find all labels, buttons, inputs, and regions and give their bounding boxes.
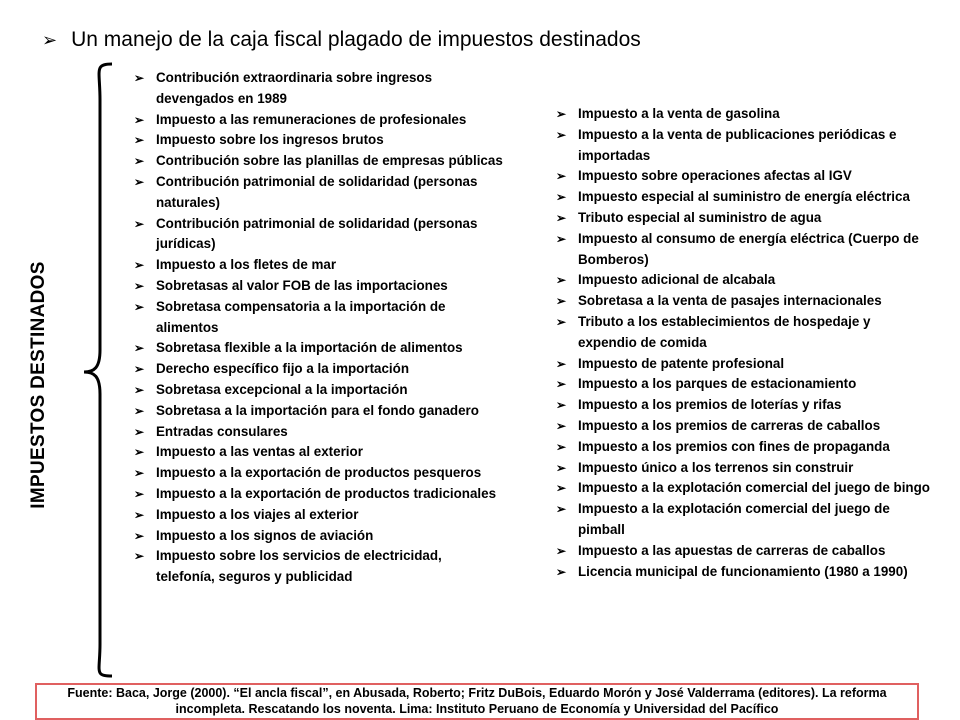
list-item-text: Impuesto a los premios de loterías y rifas: [578, 397, 842, 413]
list-item-text: Impuesto de patente profesional: [578, 355, 785, 371]
list-item: [556, 499, 932, 541]
list-item-text: Contribución patrimonial de solidaridad (personas jurídicas): [156, 215, 478, 252]
list-item-text: Sobretasa a la venta de pasajes internacionales: [578, 293, 882, 309]
list-item: [134, 151, 504, 172]
arrow-bullet-icon: ➢: [134, 362, 145, 377]
list-item: [134, 110, 504, 131]
arrow-bullet-icon: ➢: [556, 502, 567, 517]
arrow-bullet-icon: ➢: [556, 377, 567, 392]
list-item: [134, 401, 504, 422]
arrow-bullet-icon: ➢: [134, 403, 145, 418]
arrow-bullet-icon: ➢: [556, 169, 567, 184]
list-item-text: Impuesto a las apuestas de carreras de caballos: [578, 542, 886, 558]
list-item: [556, 270, 932, 291]
list-item-text: Impuesto a los premios de carreras de caballos: [578, 417, 881, 433]
list-item-text: Impuesto especial al suministro de energía eléctrica: [578, 189, 910, 205]
list-item-text: Derecho específico fijo a la importación: [156, 361, 410, 377]
arrow-bullet-icon: ➢: [556, 294, 567, 309]
list-item-text: Sobretasa excepcional a la importación: [156, 381, 408, 397]
list-item-text: Impuesto a la explotación comercial del juego de bingo: [578, 480, 930, 496]
list-item-text: Impuesto a los premios con fines de propaganda: [578, 438, 890, 454]
list-item: [556, 354, 932, 375]
list-item-text: Impuesto a los signos de aviación: [156, 527, 374, 543]
list-item: [134, 255, 504, 276]
list-item: [134, 526, 504, 547]
arrow-bullet-icon: ➢: [134, 133, 145, 148]
list-item-text: Impuesto a la explotación comercial del juego de pimball: [578, 501, 890, 537]
arrow-bullet-icon: ➢: [134, 507, 145, 522]
arrow-bullet-icon: ➢: [556, 398, 567, 413]
source-citation: Fuente: Baca, Jorge (2000). “El ancla fiscal”, en Abusada, Roberto; Fritz DuBois, Eduardo Morón y José Valderrama (editores). La reforma incompleta. Rescatando los noventa. Lima: Instituto Peruano de Economía y Universidad del Pacífico: [35, 683, 919, 720]
arrow-bullet-icon: ➢: [556, 543, 567, 558]
list-item-text: Impuesto sobre los ingresos brutos: [156, 132, 384, 148]
arrow-bullet-icon: ➢: [556, 439, 567, 454]
list-item-text: Impuesto a los parques de estacionamiento: [578, 376, 857, 392]
slide-title: [42, 28, 641, 52]
list-item-text: Licencia municipal de funcionamiento (1980 a 1990): [578, 563, 908, 579]
list-item-text: Impuesto a los fletes de mar: [156, 257, 337, 273]
arrow-bullet-icon: ➢: [556, 314, 567, 329]
list-item: [134, 172, 504, 214]
list-item-text: Impuesto a la exportación de productos tradicionales: [156, 485, 497, 501]
list-item: [556, 166, 932, 187]
list-item: [134, 338, 504, 359]
arrow-bullet-icon: ➢: [134, 258, 145, 273]
arrow-bullet-icon: ➢: [134, 154, 145, 169]
list-item: [556, 125, 932, 167]
arrow-bullet-icon: ➢: [134, 486, 145, 501]
list-item: [556, 291, 932, 312]
curly-brace-icon: [78, 60, 118, 680]
list-item: [556, 208, 932, 229]
list-item: [556, 541, 932, 562]
list-item-text: Impuesto a la venta de gasolina: [578, 106, 780, 121]
list-item-text: Impuesto a la exportación de productos pesqueros: [156, 465, 482, 481]
list-item: [556, 458, 932, 479]
list-item: [556, 104, 932, 125]
arrow-bullet-icon: ➢: [134, 424, 145, 439]
arrow-bullet-icon: ➢: [556, 481, 567, 496]
list-item: [556, 312, 932, 354]
arrow-bullet-icon: ➢: [134, 216, 145, 231]
arrow-bullet-icon: ➢: [134, 466, 145, 481]
left-tax-list: [134, 68, 504, 588]
arrow-bullet-icon: ➢: [556, 190, 567, 205]
list-item: [556, 374, 932, 395]
arrow-bullet-icon: ➢: [134, 382, 145, 397]
list-item-text: Impuesto al consumo de energía eléctrica (Cuerpo de Bomberos): [578, 230, 919, 267]
list-item: [134, 130, 504, 151]
list-item-text: Impuesto a los viajes al exterior: [156, 506, 359, 522]
list-item: [134, 422, 504, 443]
impuestos-destinados-label: IMPUESTOS DESTINADOS: [28, 261, 49, 509]
arrow-bullet-icon: ➢: [134, 445, 145, 460]
arrow-bullet-icon: ➢: [556, 231, 567, 246]
list-item: [134, 442, 504, 463]
list-item-text: Sobretasa compensatoria a la importación de alimentos: [156, 298, 446, 335]
list-item: [556, 187, 932, 208]
list-item-text: Contribución patrimonial de solidaridad (personas naturales): [156, 173, 478, 210]
list-item: [134, 380, 504, 401]
list-item-text: Impuesto a las ventas al exterior: [156, 444, 363, 460]
arrow-bullet-icon: ➢: [134, 299, 145, 314]
arrow-bullet-icon: ➢: [134, 112, 145, 127]
right-tax-list: [556, 104, 932, 582]
list-item-text: Impuesto a la venta de publicaciones periódicas e importadas: [578, 126, 897, 163]
arrow-bullet-icon: ➢: [134, 341, 145, 356]
arrow-bullet-icon: ➢: [134, 278, 145, 293]
arrow-bullet-icon: ➢: [556, 418, 567, 433]
list-item-text: Impuesto a las remuneraciones de profesionales: [156, 111, 467, 127]
list-item-text: Impuesto sobre los servicios de electricidad, telefonía, seguros y publicidad: [156, 548, 442, 585]
arrow-bullet-icon: ➢: [134, 71, 145, 85]
arrow-bullet-icon: ➢: [556, 210, 567, 225]
slide-title-text: Un manejo de la caja fiscal plagado de impuestos destinados: [71, 28, 641, 51]
arrow-bullet-icon: ➢: [134, 528, 145, 543]
list-item-text: Impuesto sobre operaciones afectas al IGV: [578, 168, 852, 184]
list-item-text: Tributo especial al suministro de agua: [578, 209, 822, 225]
arrow-bullet-icon: ➢: [42, 29, 58, 50]
list-item: [134, 359, 504, 380]
list-item: [556, 229, 932, 271]
list-item: [556, 416, 932, 437]
list-item-text: Sobretasa flexible a la importación de alimentos: [156, 340, 463, 356]
list-item-text: Entradas consulares: [156, 423, 288, 439]
list-item: [134, 463, 504, 484]
list-item: [556, 478, 932, 499]
arrow-bullet-icon: ➢: [556, 356, 567, 371]
list-item: [556, 437, 932, 458]
list-item: [134, 68, 504, 110]
list-item: [134, 505, 504, 526]
list-item-text: Contribución sobre las planillas de empresas públicas: [156, 153, 503, 169]
arrow-bullet-icon: ➢: [134, 549, 145, 564]
list-item-text: Impuesto único a los terrenos sin construir: [578, 459, 854, 475]
list-item: [134, 214, 504, 256]
list-item-text: Impuesto adicional de alcabala: [578, 272, 776, 288]
arrow-bullet-icon: ➢: [556, 127, 567, 142]
list-item: [134, 276, 504, 297]
arrow-bullet-icon: ➢: [556, 460, 567, 475]
arrow-bullet-icon: ➢: [134, 174, 145, 189]
list-item: [556, 562, 932, 583]
list-item: [134, 484, 504, 505]
arrow-bullet-icon: ➢: [556, 107, 567, 121]
list-item-text: Sobretasas al valor FOB de las importaciones: [156, 277, 448, 293]
arrow-bullet-icon: ➢: [556, 273, 567, 288]
list-item: [556, 395, 932, 416]
list-item-text: Contribución extraordinaria sobre ingresos devengados en 1989: [156, 70, 433, 106]
list-item: [134, 297, 504, 339]
list-item: [134, 546, 504, 588]
list-item-text: Sobretasa a la importación para el fondo ganadero: [156, 402, 479, 418]
list-item-text: Tributo a los establecimientos de hospedaje y expendio de comida: [578, 313, 871, 350]
arrow-bullet-icon: ➢: [556, 564, 567, 579]
